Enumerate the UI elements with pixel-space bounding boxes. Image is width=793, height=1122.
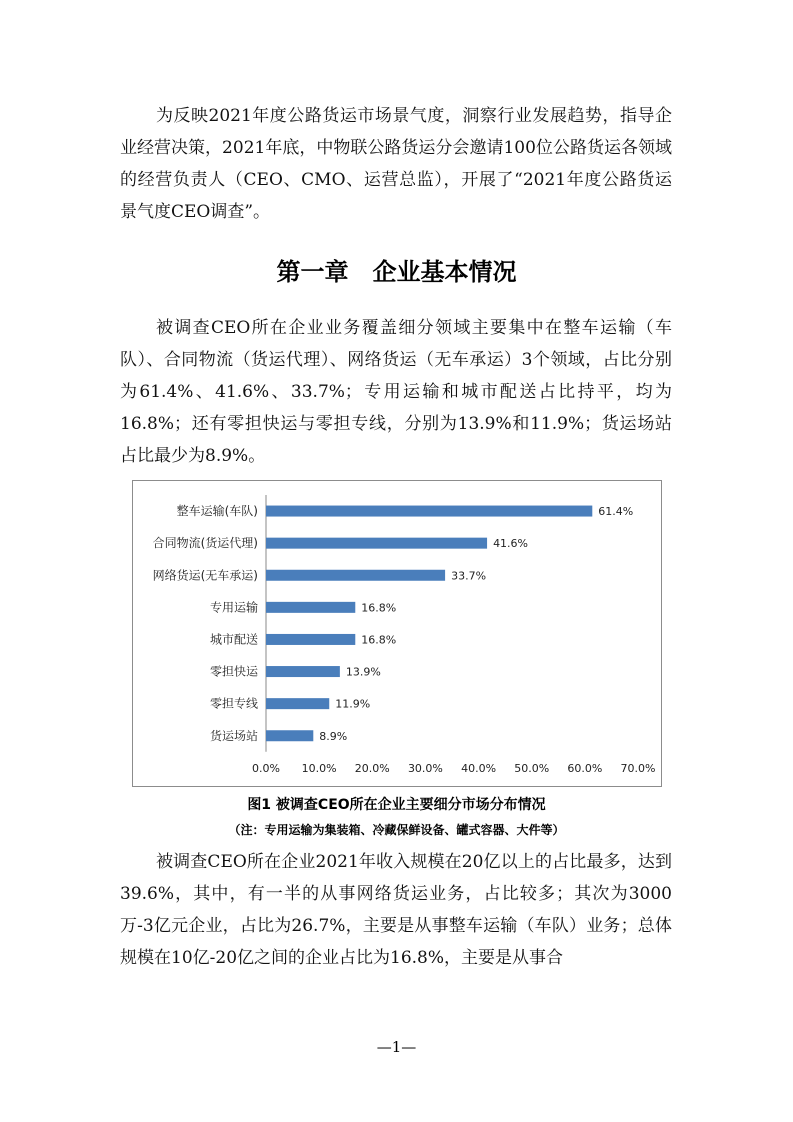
bar: [266, 634, 355, 645]
value-label: 33.7%: [451, 569, 487, 583]
bar: [266, 570, 445, 581]
x-tick-label: 0.0%: [252, 761, 280, 775]
value-label: 41.6%: [493, 537, 529, 551]
category-label: 城市配送: [209, 632, 258, 647]
category-label: 货运场站: [209, 728, 258, 743]
figure-caption: 图1 被调查CEO所在企业主要细分市场分布情况: [247, 797, 546, 813]
x-tick-label: 70.0%: [620, 761, 656, 775]
bar: [266, 730, 313, 741]
bar: [266, 666, 340, 677]
page-number: —1—: [376, 1038, 417, 1056]
x-tick-label: 60.0%: [567, 761, 603, 775]
bar: [266, 698, 329, 709]
x-tick-label: 30.0%: [407, 761, 443, 775]
bar: [266, 506, 592, 517]
category-label: 零担专线: [209, 696, 258, 711]
value-label: 16.8%: [361, 633, 397, 647]
revenue-paragraph: 被调查CEO所在企业2021年收入规模在20亿以上的占比最多，达到39.6%，其中，有一半的从事网络货运业务，占比较多；其次为3000万-3亿元企业，占比为26.7%，主要是从事整车运输（车队）业务；总体规模在10亿-20亿之间的企业占比为16.8%，主要是从事合: [120, 852, 672, 968]
value-label: 11.9%: [335, 697, 371, 711]
bar-chart-frame: [132, 480, 662, 787]
value-label: 8.9%: [319, 729, 348, 743]
value-label: 16.8%: [361, 601, 397, 615]
intro-paragraph: 为反映2021年度公路货运市场景气度，洞察行业发展趋势，指导企业经营决策，2021年底，中物联公路货运分会邀请100位公路货运各领域的经营负责人（CEO、CMO、运营总监），开展了“2021年度公路货运景气度CEO调查”。: [120, 106, 672, 222]
x-tick-label: 20.0%: [354, 761, 390, 775]
bar: [266, 602, 355, 613]
category-label: 网络货运(无车承运): [152, 568, 258, 583]
chapter-title: 第一章 企业基本情况: [276, 258, 517, 286]
figure-note: （注：专用运输为集装箱、冷藏保鲜设备、罐式容器、大件等）: [228, 823, 565, 837]
x-tick-label: 10.0%: [301, 761, 337, 775]
business-paragraph: 被调查CEO所在企业业务覆盖细分领域主要集中在整车运输（车队）、合同物流（货运代理）、网络货运（无车承运）3个领域，占比分别为61.4%、41.6%、33.7%；专用运输和城市配送占比持平，均为16.8%；还有零担快运与零担专线，分别为13.9%和11.9%；货运场站占比最少为8.9%。: [120, 318, 672, 466]
bar: [266, 538, 487, 549]
category-label: 专用运输: [209, 600, 258, 615]
x-tick-label: 40.0%: [461, 761, 497, 775]
category-label: 零担快运: [209, 664, 258, 679]
value-label: 13.9%: [345, 665, 381, 679]
x-tick-label: 50.0%: [514, 761, 550, 775]
bar-chart: [133, 481, 661, 786]
category-label: 整车运输(车队): [176, 504, 258, 519]
value-label: 61.4%: [598, 505, 634, 519]
category-label: 合同物流(货运代理): [152, 536, 258, 551]
